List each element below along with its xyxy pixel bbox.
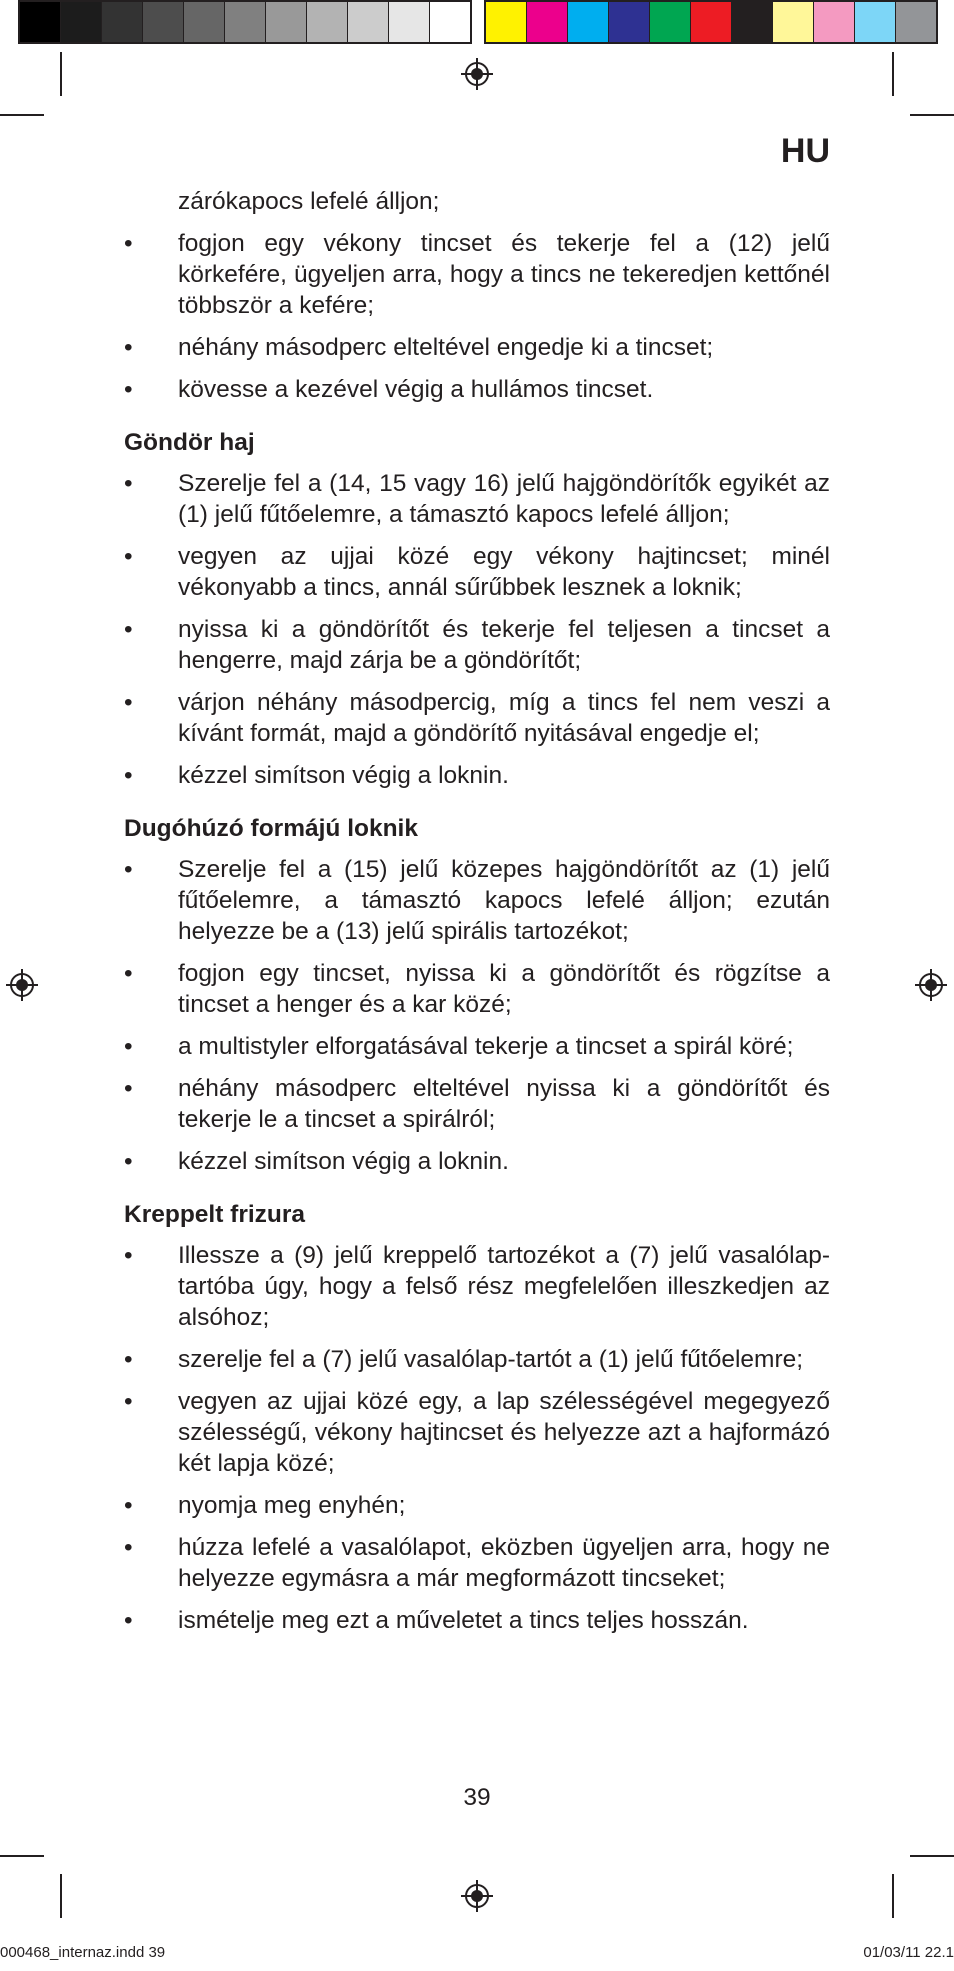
bullet: • xyxy=(124,230,133,257)
registration-mark-left-icon xyxy=(6,969,38,1001)
footer-file-name: 000468_internaz.indd 39 xyxy=(0,1944,166,1961)
crop-mark-top-right-vertical xyxy=(892,52,894,96)
color-swatch xyxy=(732,2,773,42)
crop-mark-bottom-right-horizontal xyxy=(910,1855,954,1857)
color-swatch xyxy=(773,2,814,42)
list-item xyxy=(124,1073,830,1135)
registration-mark-top-icon xyxy=(461,58,493,90)
list-item-text: várjon néhány másodpercig, míg a tincs fel nem veszi a kívánt formát, majd a göndörítő nyitásával engedje el; xyxy=(178,689,830,747)
continued-item xyxy=(124,186,830,217)
list-item xyxy=(124,1344,830,1375)
gray-swatch xyxy=(20,2,61,42)
list-item xyxy=(124,228,830,321)
gray-swatch xyxy=(61,2,102,42)
gray-swatch xyxy=(143,2,184,42)
crop-mark-top-right-horizontal xyxy=(910,114,954,116)
list-item xyxy=(124,1490,830,1521)
list-item-text: kézzel simítson végig a loknin. xyxy=(178,762,509,789)
gray-swatch xyxy=(266,2,307,42)
bullet: • xyxy=(124,1033,133,1060)
gray-swatch xyxy=(184,2,225,42)
list-item-text: néhány másodperc elteltével engedje ki a tincset; xyxy=(178,334,714,361)
color-calibration-bar xyxy=(484,0,938,44)
section-heading: Dugóhúzó formájú loknik xyxy=(124,815,418,842)
bullet: • xyxy=(124,762,133,789)
list-item xyxy=(124,332,830,363)
crop-mark-top-left-vertical xyxy=(60,52,62,96)
color-swatch xyxy=(650,2,691,42)
color-swatch xyxy=(814,2,855,42)
list-item xyxy=(124,1146,830,1177)
registration-mark-bottom-icon xyxy=(461,1880,493,1912)
color-swatch xyxy=(486,2,527,42)
color-swatch xyxy=(855,2,896,42)
color-swatch xyxy=(568,2,609,42)
crop-mark-bottom-left-horizontal xyxy=(0,1855,44,1857)
list-item-text: nyomja meg enyhén; xyxy=(178,1492,406,1519)
list-item-text: kézzel simítson végig a loknin. xyxy=(178,1148,509,1175)
list-item xyxy=(124,468,830,530)
list-item xyxy=(124,760,830,791)
bullet: • xyxy=(124,1492,133,1519)
list-item xyxy=(124,1532,830,1594)
bullet: • xyxy=(124,470,133,497)
list-item-text: vegyen az ujjai közé egy vékony hajtincset; minél vékonyabb a tincs, annál sűrűbbek lesznek a loknik; xyxy=(178,543,830,601)
bullet: • xyxy=(124,689,133,716)
gray-swatch xyxy=(430,2,470,42)
list-item xyxy=(124,1605,830,1636)
color-swatch xyxy=(896,2,936,42)
bullet: • xyxy=(124,616,133,643)
section-heading: Göndör haj xyxy=(124,429,255,456)
list-item-text: fogjon egy vékony tincset és tekerje fel a (12) jelű körkefére, ügyeljen arra, hogy a tincs ne tekeredjen kettőnél többször a kefére; xyxy=(178,230,830,319)
gray-swatch xyxy=(389,2,430,42)
footer-date: 01/03/11 22.1 xyxy=(863,1944,954,1961)
list-item-text: nyissa ki a göndörítőt és tekerje fel teljesen a tincset a hengerre, majd zárja be a göndörítőt; xyxy=(178,616,830,674)
sections xyxy=(124,427,830,1636)
list-item xyxy=(124,614,830,676)
crop-mark-bottom-right-vertical xyxy=(892,1874,894,1918)
bullet: • xyxy=(124,1346,133,1373)
list-item-text: néhány másodperc elteltével nyissa ki a göndörítőt és tekerje le a tincset a spirálról; xyxy=(178,1075,830,1133)
bullet: • xyxy=(124,334,133,361)
crop-mark-top-left-horizontal xyxy=(0,114,44,116)
list-item-text: fogjon egy tincset, nyissa ki a göndörítőt és rögzítse a tincset a henger és a kar közé; xyxy=(178,960,830,1018)
list-item-text: kövesse a kezével végig a hullámos tincset. xyxy=(178,376,654,403)
list-item-text: ismételje meg ezt a műveletet a tincs teljes hosszán. xyxy=(178,1607,749,1634)
color-swatch xyxy=(609,2,650,42)
list-item-text: Szerelje fel a (14, 15 vagy 16) jelű hajgöndörítők egyikét az (1) jelű fűtőelemre, a támasztó kapocs lefelé álljon; xyxy=(178,470,830,528)
bullet: • xyxy=(124,1388,133,1415)
bullet: • xyxy=(124,960,133,987)
list-item xyxy=(124,1386,830,1479)
list-item-text: vegyen az ujjai közé egy, a lap szélességével megegyező szélességű, vékony hajtincset és helyezze azt a hajformázó két lapja közé; xyxy=(178,1388,830,1477)
list-item-text: Illessze a (9) jelű kreppelő tartozékot a (7) jelű vasalólap-tartóba úgy, hogy a felső rész megfelelően illeszkedjen az alsóhoz; xyxy=(178,1242,830,1331)
language-code: HU xyxy=(780,132,830,170)
bullet: • xyxy=(124,1148,133,1175)
bullet: • xyxy=(124,376,133,403)
list-item xyxy=(124,374,830,405)
gray-swatch xyxy=(102,2,143,42)
bullet: • xyxy=(124,1607,133,1634)
list-item xyxy=(124,1031,830,1062)
gray-swatch xyxy=(348,2,389,42)
list-item-text: Szerelje fel a (15) jelű közepes hajgöndörítőt az (1) jelű fűtőelemre, a támasztó kapocs lefelé álljon; ezután helyezze be a (13) jelű spirális tartozékot; xyxy=(178,856,830,945)
registration-mark-right-icon xyxy=(915,969,947,1001)
color-swatch xyxy=(691,2,732,42)
crop-mark-bottom-left-vertical xyxy=(60,1874,62,1918)
bullet: • xyxy=(124,856,133,883)
list-item-text: szerelje fel a (7) jelű vasalólap-tartót a (1) jelű fűtőelemre; xyxy=(178,1346,804,1373)
list-item-text: a multistyler elforgatásával tekerje a tincset a spirál köré; xyxy=(178,1033,794,1060)
gray-calibration-bar xyxy=(18,0,472,44)
list-item-text: húzza lefelé a vasalólapot, eközben ügyeljen arra, hogy ne helyezze egymásra a már megformázott tincseket; xyxy=(178,1534,830,1592)
continued-item-text: zárókapocs lefelé álljon; xyxy=(178,188,440,215)
list-item xyxy=(124,687,830,749)
page-number: 39 xyxy=(463,1784,491,1811)
bullet: • xyxy=(124,543,133,570)
section-heading: Kreppelt frizura xyxy=(124,1201,306,1228)
gray-swatch xyxy=(225,2,266,42)
instructions-body xyxy=(124,186,830,1647)
list-item xyxy=(124,958,830,1020)
list-item xyxy=(124,541,830,603)
list-item xyxy=(124,1240,830,1333)
list-item xyxy=(124,854,830,947)
bullet: • xyxy=(124,1242,133,1269)
intro-list xyxy=(124,228,830,405)
gray-swatch xyxy=(307,2,348,42)
bullet: • xyxy=(124,1075,133,1102)
color-swatch xyxy=(527,2,568,42)
bullet: • xyxy=(124,1534,133,1561)
